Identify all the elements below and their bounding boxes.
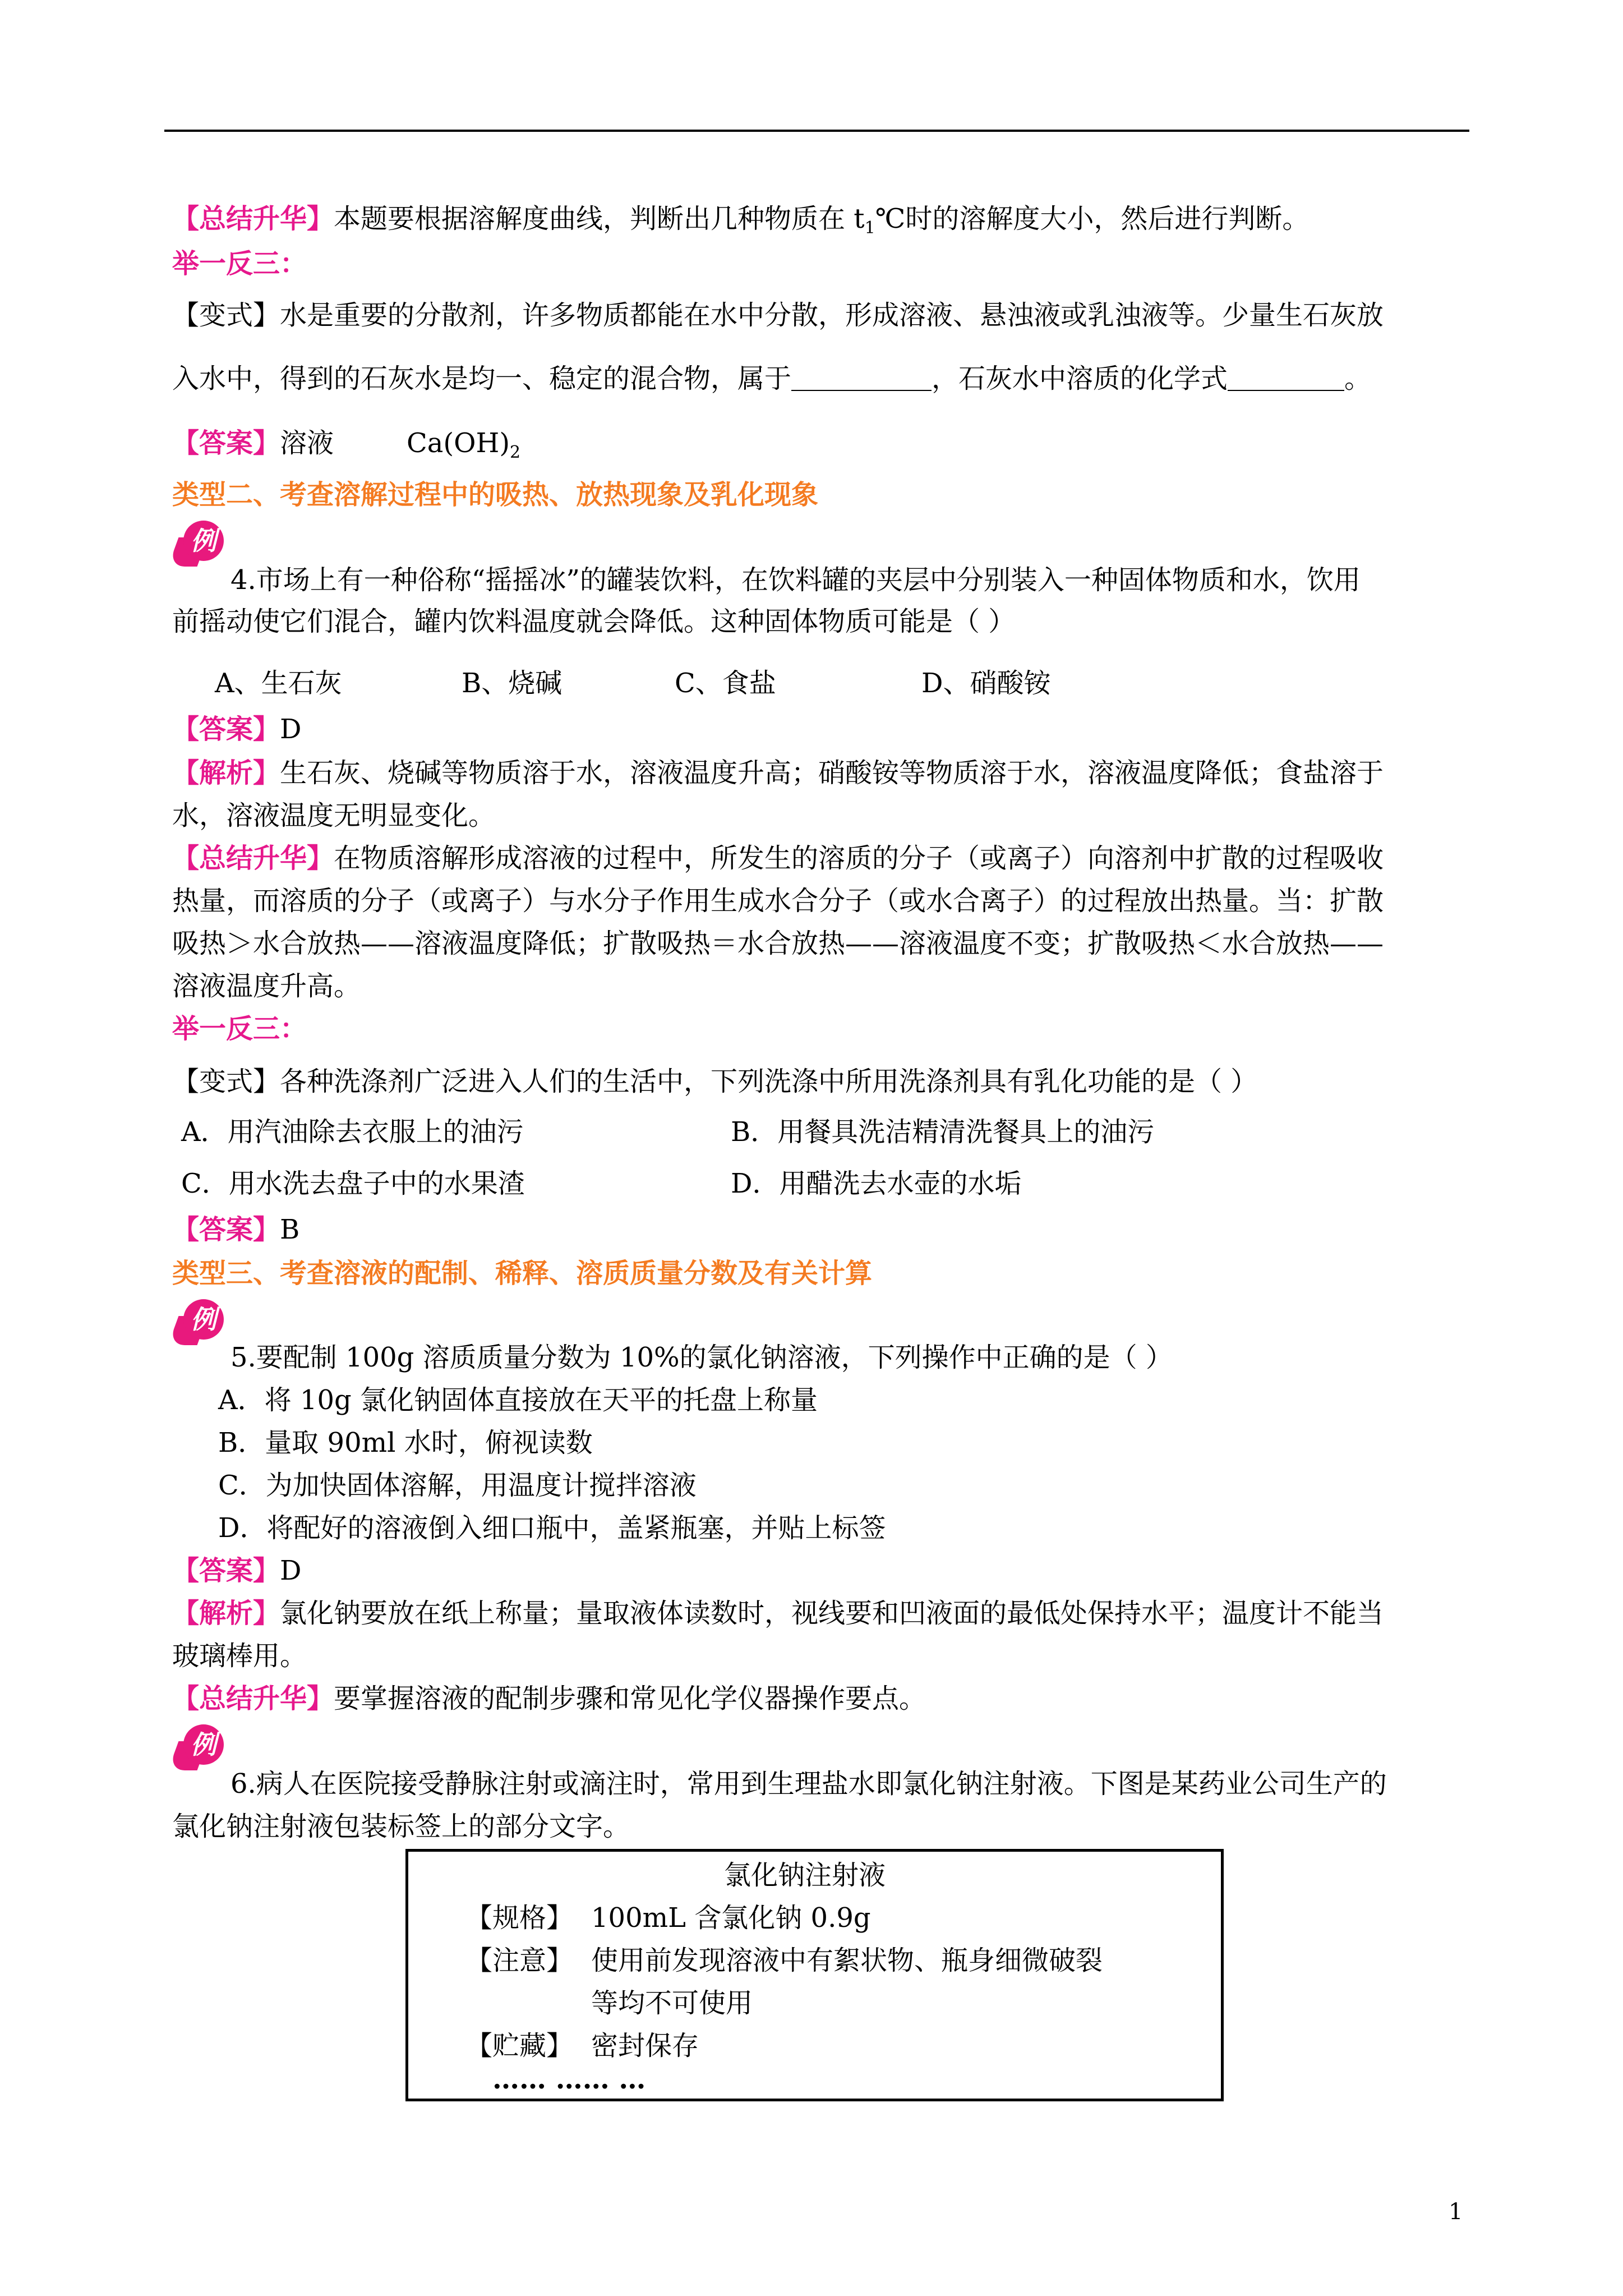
q4-option-c: C、食盐 <box>675 668 776 699</box>
analysis-5-line2: 玻璃棒用。 <box>172 1640 307 1672</box>
label-note-tag: 【注意】 <box>465 1945 574 1976</box>
q5-option-b: B．量取 90ml 水时，俯视读数 <box>218 1427 593 1458</box>
summary-4-line4: 溶液温度升高。 <box>172 970 361 1002</box>
label-note-1: 使用前发现溶液中有絮状物、瓶身细微破裂 <box>591 1945 1103 1976</box>
summary-1: 【总结升华】本题要根据溶解度曲线，判断出几种物质在 $t_1℃$时的溶解度大小，然后进行判断。 <box>172 203 1310 238</box>
type-2-heading: 类型二、考查溶解过程中的吸热、放热现象及乳化现象 <box>172 479 819 510</box>
q4-line2: 前摇动使它们混合，罐内饮料温度就会降低。这种固体物质可能是（ ） <box>172 606 1016 637</box>
label-note-2: 等均不可使用 <box>591 1987 753 2019</box>
variant-1-line2: 入水中，得到的石灰水是均一、稳定的混合物，属于 ，石灰水中溶质的化学式 。 <box>172 363 1372 394</box>
summary-4-line1: 【总结升华】在物质溶解形成溶液的过程中，所发生的溶质的分子（或离子）向溶剂中扩散的过程吸收 <box>172 843 1384 874</box>
q4-option-d: D、硝酸铵 <box>921 668 1051 699</box>
q5-option-c: C．为加快固体溶解，用温度计搅拌溶液 <box>218 1470 697 1501</box>
q6-line2: 氯化钠注射液包装标签上的部分文字。 <box>172 1811 630 1842</box>
example-icon: 例 <box>173 1299 224 1349</box>
q6-line1: 6.病人在医院接受静脉注射或滴注时，常用到生理盐水即氯化钠注射液。下图是某药业公司生产的 <box>230 1768 1387 1800</box>
fill-blank-2[interactable] <box>1228 365 1344 391</box>
jyfs-heading-1: 举一反三： <box>172 248 307 279</box>
label-title: 氯化钠注射液 <box>724 1860 886 1891</box>
variant-1-line1: 【变式】水是重要的分散剂，许多物质都能在水中分散，形成溶液、悬浊液或乳浊液等。少量生石灰放 <box>172 300 1384 331</box>
label-spec-tag: 【规格】 <box>465 1902 574 1934</box>
variant-2-option-d: D．用醋洗去水壶的水垢 <box>731 1168 1022 1199</box>
header-rule <box>164 130 1469 132</box>
label-spec: 100mL 含氯化钠 0.9g <box>591 1902 871 1934</box>
variant-2-option-c: C．用水洗去盘子中的水果渣 <box>181 1168 525 1199</box>
q4-option-b: B、烧碱 <box>462 668 562 699</box>
q5-option-a: A．将 10g 氯化钠固体直接放在天平的托盘上称量 <box>218 1384 818 1416</box>
analysis-5-line1: 【解析】氯化钠要放在纸上称量；量取液体读数时，视线要和凹液面的最低处保持水平；温度计不能当 <box>172 1598 1384 1629</box>
variant-2-option-b: B．用餐具洗洁精清洗餐具上的油污 <box>731 1116 1155 1148</box>
summary-4-line3: 吸热＞水合放热——溶液温度降低；扩散吸热＝水合放热——溶液温度不变；扩散吸热＜水合放热—— <box>172 928 1384 959</box>
summary-4-line2: 热量，而溶质的分子（或离子）与水分子作用生成水合分子（或水合离子）的过程放出热量。当：扩散 <box>172 885 1384 917</box>
label-storage-tag: 【贮藏】 <box>465 2030 574 2062</box>
q4-option-a: A、生石灰 <box>215 668 342 699</box>
variant-2: 【变式】各种洗涤剂广泛进入人们的生活中，下列洗涤中所用洗涤剂具有乳化功能的是（ ） <box>172 1066 1258 1097</box>
example-icon: 例 <box>173 1724 224 1774</box>
answer-5: 【答案】D <box>172 1555 302 1586</box>
analysis-4-line1: 【解析】生石灰、烧碱等物质溶于水，溶液温度升高；硝酸铵等物质溶于水，溶液温度降低；食盐溶于 <box>172 757 1384 789</box>
q4-line1: 4.市场上有一种俗称“摇摇冰”的罐装饮料，在饮料罐的夹层中分别装入一种固体物质和水，饮用 <box>230 564 1361 596</box>
label-storage: 密封保存 <box>591 2030 699 2062</box>
variant-2-option-a: A．用汽油除去衣服上的油污 <box>181 1116 524 1148</box>
answer-4: 【答案】D <box>172 714 302 745</box>
q5-stem: 5.要配制 100g 溶质质量分数为 10%的氯化钠溶液，下列操作中正确的是（ ） <box>230 1342 1173 1373</box>
q5-option-d: D．将配好的溶液倒入细口瓶中，盖紧瓶塞，并贴上标签 <box>218 1512 886 1544</box>
example-icon: 例 <box>173 521 224 570</box>
fill-blank-1[interactable] <box>791 365 932 391</box>
injection-label-box <box>405 1849 1224 2101</box>
summary-5: 【总结升华】要掌握溶液的配制步骤和常见化学仪器操作要点。 <box>172 1683 926 1714</box>
type-3-heading: 类型三、考查溶液的配制、稀释、溶质质量分数及有关计算 <box>172 1258 873 1289</box>
answer-1: 【答案】溶液 $Ca(OH)_2$ <box>172 427 521 462</box>
jyfs-heading-2: 举一反三： <box>172 1013 307 1045</box>
page-number: 1 <box>1449 2199 1463 2225</box>
analysis-4-line2: 水，溶液温度无明显变化。 <box>172 800 496 831</box>
answer-variant-2: 【答案】B <box>172 1214 300 1245</box>
label-ellipsis: …… …… … <box>492 2064 646 2095</box>
